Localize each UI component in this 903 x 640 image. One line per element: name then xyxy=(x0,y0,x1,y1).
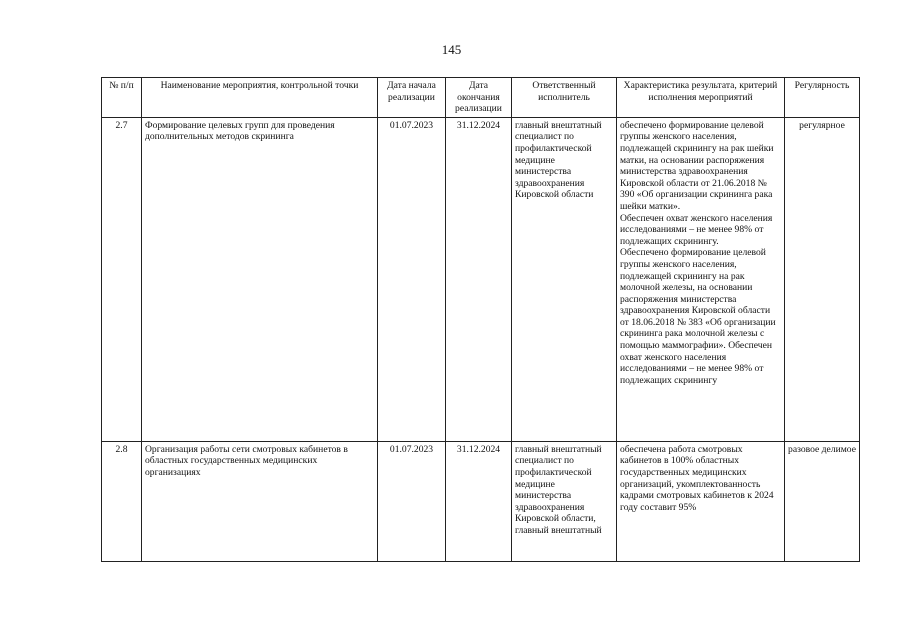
end-date: 31.12.2024 xyxy=(446,441,512,561)
table-row xyxy=(102,117,860,441)
header-no: № п/п xyxy=(102,78,142,118)
start-date: 01.07.2023 xyxy=(378,441,446,561)
header-start-date: Дата начала реализации xyxy=(378,78,446,118)
regularity: регулярное xyxy=(785,117,860,441)
responsible-person: главный внештатный специалист по профилактической медицине министерства здравоохранения Кировской области, главный внештатный xyxy=(512,441,617,561)
row-number: 2.7 xyxy=(102,117,142,441)
start-date: 01.07.2023 xyxy=(378,117,446,441)
header-responsible: Ответственный исполнитель xyxy=(512,78,617,118)
header-regularity: Регулярность xyxy=(785,78,860,118)
criteria-paragraph: обеспечена работа смотровых кабинетов в 100% областных государственных медицинских организаций, укомплектованность кадрами смотровых кабинетов к 2024 году составит 95% xyxy=(620,443,774,513)
measures-table xyxy=(101,77,860,562)
end-date: 31.12.2024 xyxy=(446,117,512,441)
row-number: 2.8 xyxy=(102,441,142,561)
header-end-date: Дата окончания реализации xyxy=(446,78,512,118)
page-number: 145 xyxy=(441,42,462,57)
criteria-paragraph: Обеспечено формирование целевой группы женского населения, подлежащей скринингу на рак молочной железы, на основании распоряжения министерства здравоохранения Кировской области от 18.06.2018 № 383 «Об организации скрининга рака молочной железы с помощью маммографии». Обеспечен охват женского населения исследованиями – не менее 98% от подлежащих скринингу xyxy=(620,247,776,386)
result-criteria xyxy=(617,117,785,441)
criteria-paragraph: Обеспечен охват женского населения исследованиями – не менее 98% от подлежащих скринингу. xyxy=(620,212,773,247)
header-criteria: Характеристика результата, критерий исполнения мероприятий xyxy=(617,78,785,118)
regularity: разовое делимое xyxy=(785,441,860,561)
result-criteria xyxy=(617,441,785,561)
table-header-row xyxy=(102,78,860,118)
table-row xyxy=(102,441,860,561)
responsible-person: главный внештатный специалист по профилактической медицине министерства здравоохранения Кировской области xyxy=(512,117,617,441)
measure-name: Организация работы сети смотровых кабинетов в областных государственных медицинских организациях xyxy=(142,441,378,561)
header-name: Наименование мероприятия, контрольной точки xyxy=(142,78,378,118)
measure-name: Формирование целевых групп для проведения дополнительных методов скрининга xyxy=(142,117,378,441)
criteria-paragraph: обеспечено формирование целевой группы женского населения, подлежащей скринингу на рак шейки матки, на основании распоряжения министерства здравоохранения Кировской области от 21.06.2018 № 390 «Об организации скрининга рака шейки матки». xyxy=(620,119,774,212)
